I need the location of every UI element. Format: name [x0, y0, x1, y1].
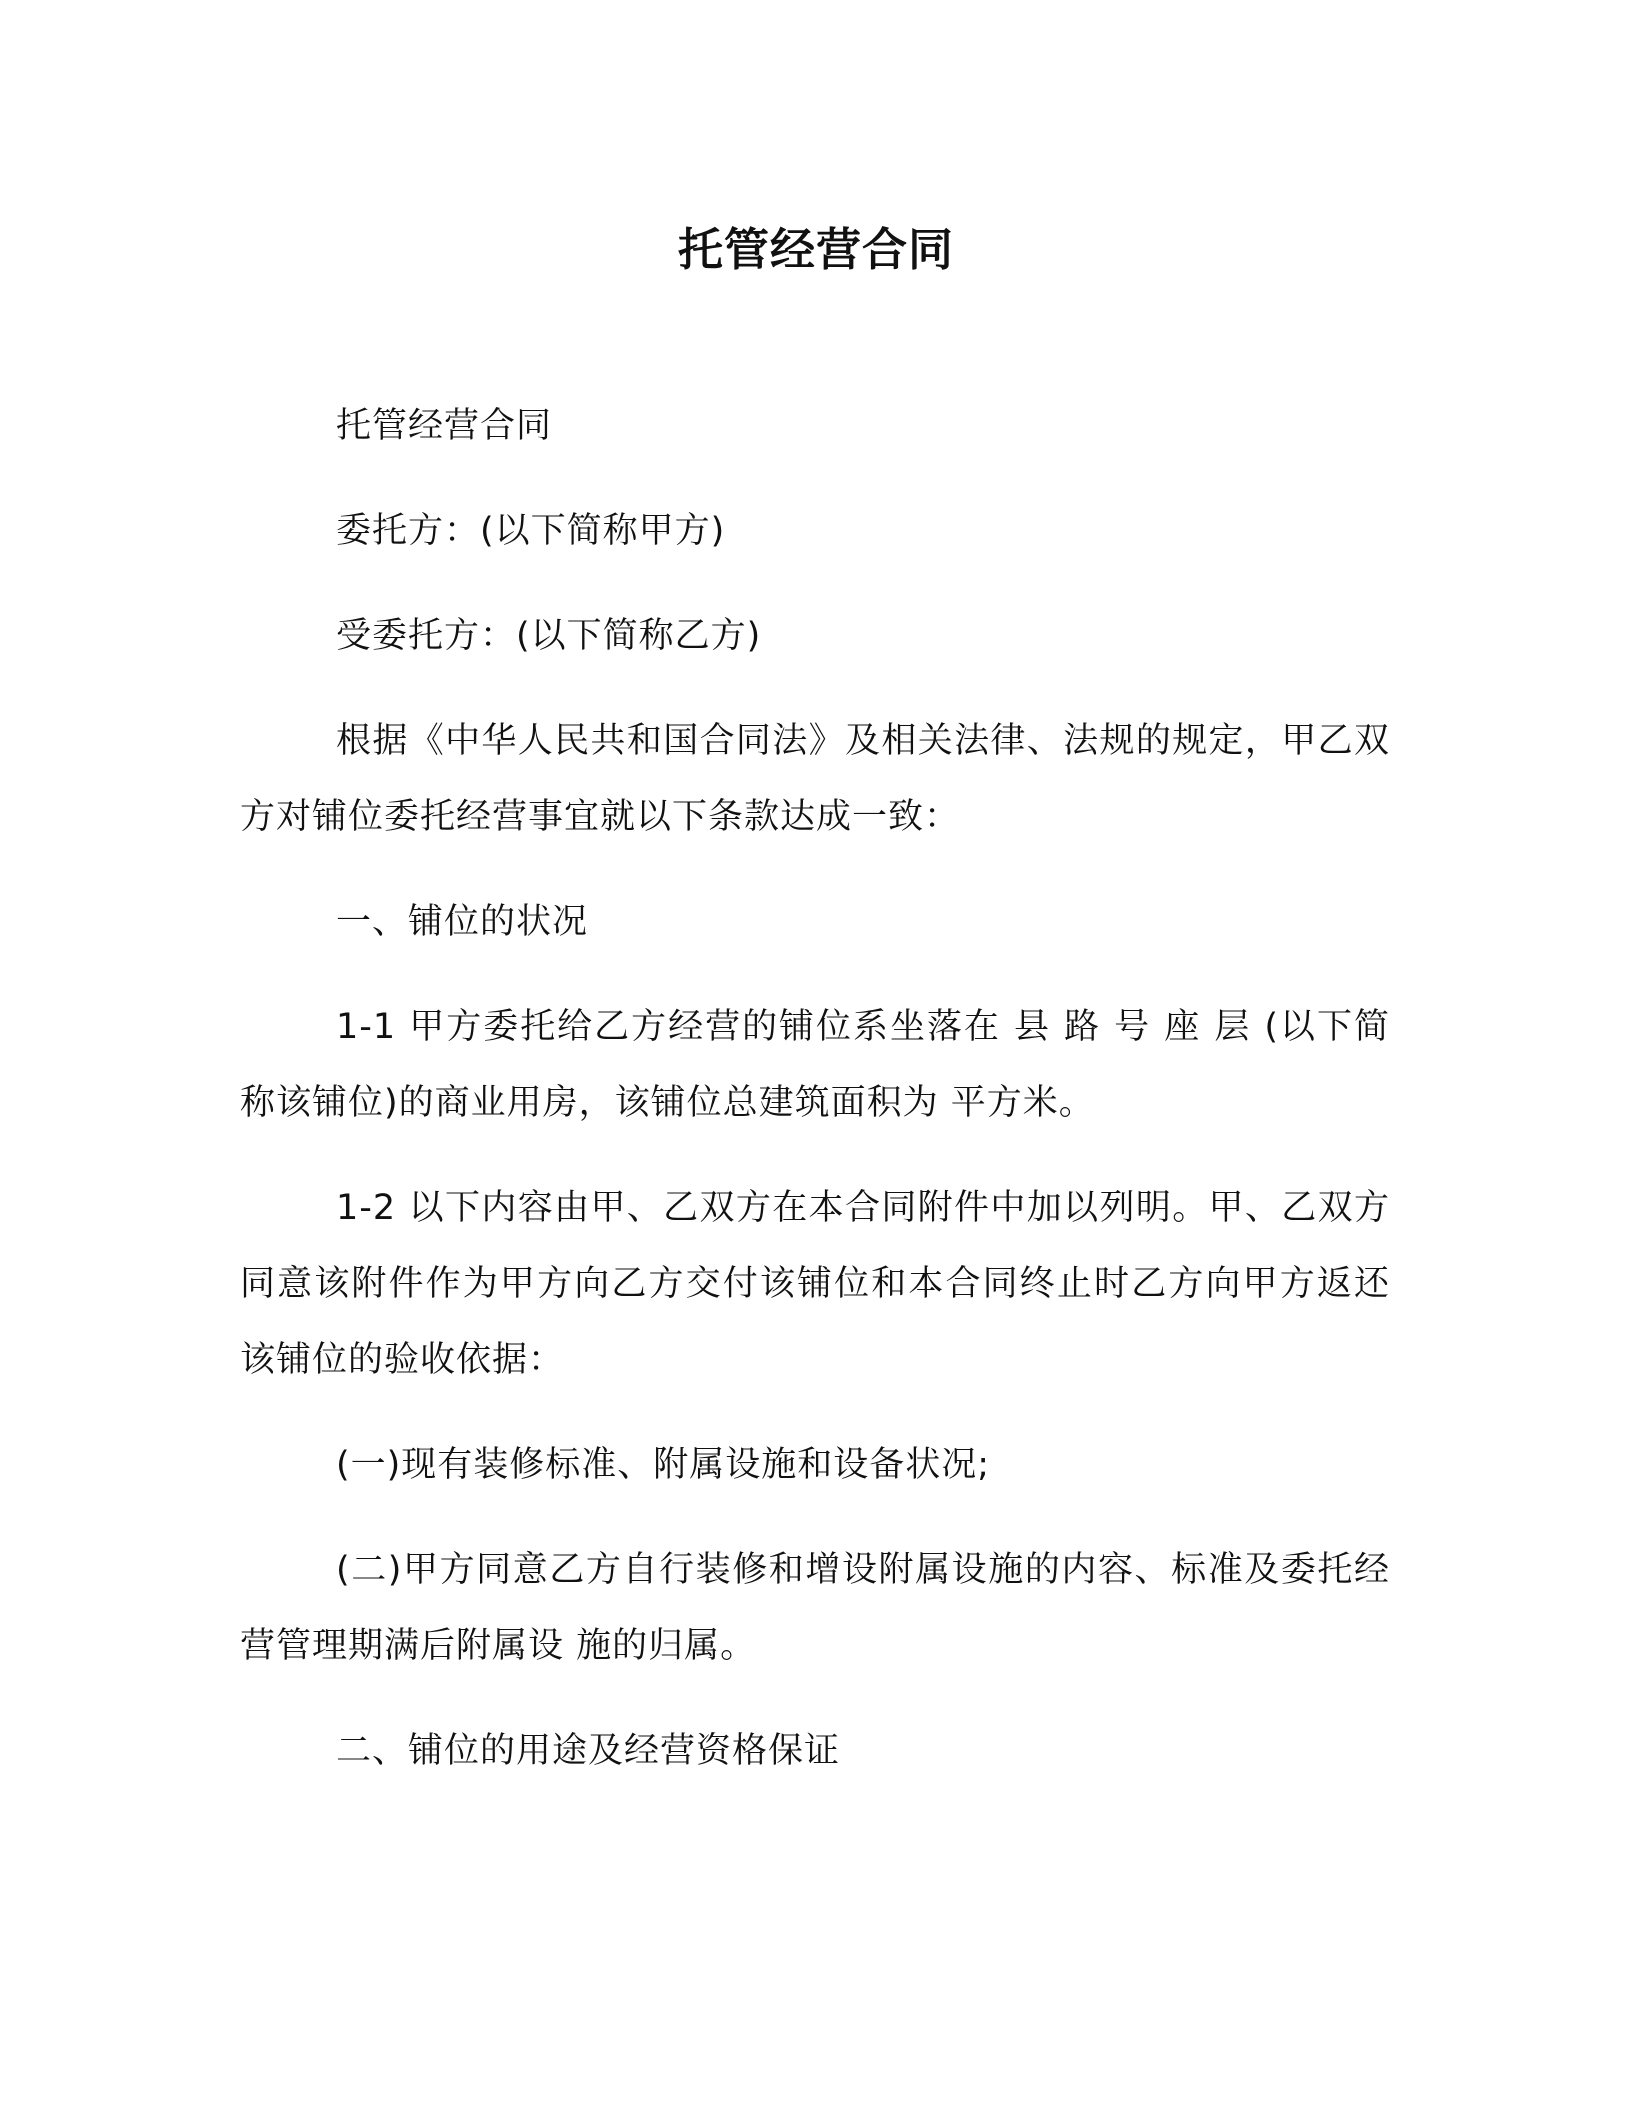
section-heading-usage: 二、铺位的用途及经营资格保证: [336, 1731, 841, 1771]
clause-1-2: 1-2 以下内容由甲、乙双方在本合同附件中加以列明。甲、乙双方同意该附件作为甲方向乙方交付该铺位和本合同终止时乙方向甲方返还该铺位的验收依据：: [240, 1188, 1390, 1380]
clause-1-1: 1-1 甲方委托给乙方经营的铺位系坐落在 县 路 号 座 层 (以下简称该铺位)的商业用房，该铺位总建筑面积为 平方米。: [240, 1007, 1390, 1123]
document-title: 托管经营合同: [677, 223, 954, 276]
clause-item-1: (一)现有装修标准、附属设施和设备状况;: [336, 1445, 991, 1485]
clause-item-2: (二)甲方同意乙方自行装修和增设附属设施的内容、标准及委托经营管理期满后附属设 施的归属。: [240, 1550, 1390, 1666]
paragraph-agent-party: 受委托方：(以下简称乙方): [336, 616, 762, 656]
paragraph-contract-heading: 托管经营合同: [336, 406, 553, 446]
paragraph-preamble: 根据《中华人民共和国合同法》及相关法律、法规的规定，甲乙双方对铺位委托经营事宜就以下条款达成一致：: [240, 721, 1390, 837]
document-body: [240, 388, 1390, 1818]
paragraph-principal-party: 委托方：(以下简称甲方): [336, 511, 726, 551]
section-heading-shop-status: 一、铺位的状况: [336, 902, 589, 942]
